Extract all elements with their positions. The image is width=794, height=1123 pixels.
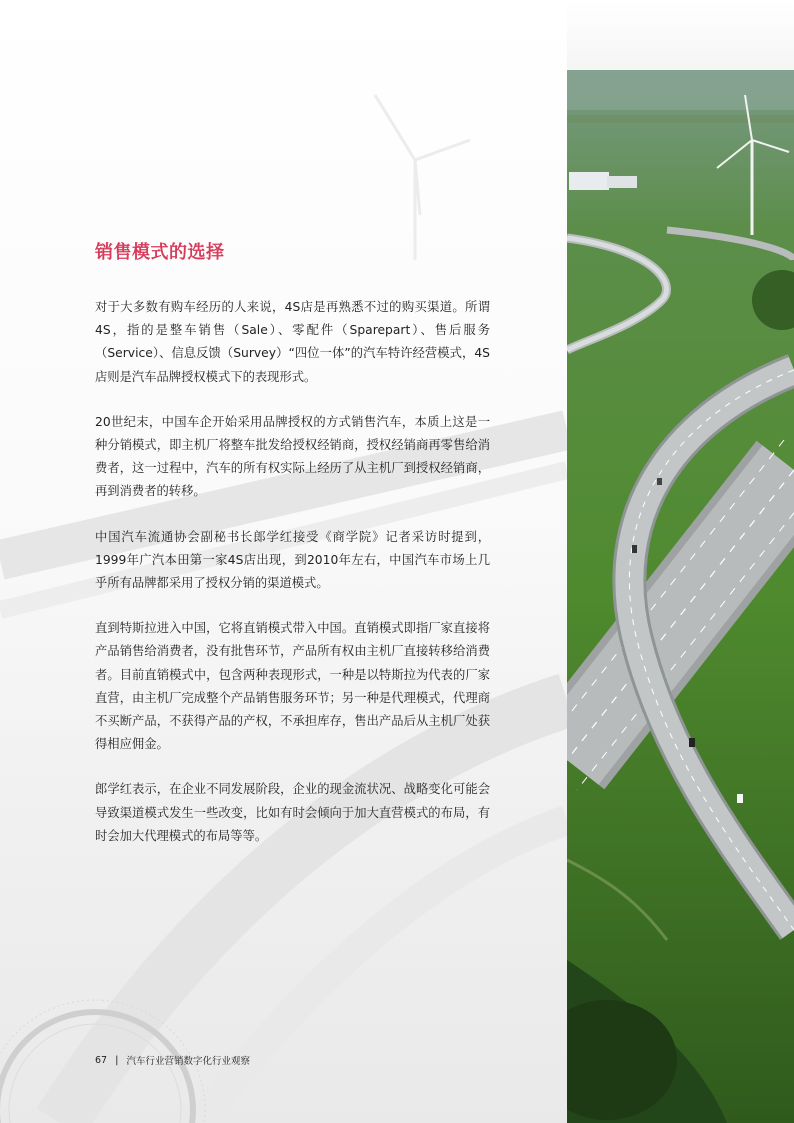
page-number: 67 [95,1054,108,1066]
article-paragraph-3: 中国汽车流通协会副秘书长郎学红接受《商学院》记者采访时提到，1999年广汽本田第一家4S店出现，到2010年左右，中国汽车市场上几乎所有品牌都采用了授权分销的渠道模式。 [95,529,490,591]
footer-separator: | [115,1054,119,1066]
report-title: 汽车行业营销数字化行业观察 [126,1056,250,1067]
article-paragraph-1: 对于大多数有购车经历的人来说，4S店是再熟悉不过的购买渠道。所谓4S，指的是整车销售（Sale）、零配件（Sparepart）、售后服务（Service）、信息反馈（Survey）“四位一体”的汽车特许经营模式，4S店则是汽车品牌授权模式下的表现形式。 [95,300,490,384]
article-paragraph-4: 直到特斯拉进入中国，它将直销模式带入中国。直销模式即指厂家直接将产品销售给消费者，没有批售环节，产品所有权由主机厂直接转移给消费者。目前直销模式中，包含两种表现形式，一种是以特斯拉为代表的厂家直营，由主机厂完成整个产品销售服务环节；另一种是代理模式，代理商不买断产品，不获得产品的产权，不承担库存，售出产品后从主机厂处获得相应佣金。 [95,621,490,752]
article-paragraph-2: 20世纪末，中国车企开始采用品牌授权的方式销售汽车，本质上这是一种分销模式，即主机厂将整车批发给授权经销商，授权经销商再零售给消费者，这一过程中，汽车的所有权实际上经历了从主机厂到授权经销商，再到消费者的转移。 [95,414,490,499]
highway-aerial-photo [567,0,794,1123]
article [95,238,490,870]
article-title: 销售模式的选择 [95,242,225,263]
article-paragraph-5: 郎学红表示，在企业不同发展阶段，企业的现金流状况、战略变化可能会导致渠道模式发生一些改变，比如有时会倾向于加大直营模式的布局，有时会加大代理模式的布局等等。 [95,782,490,843]
page-footer [95,1053,250,1067]
